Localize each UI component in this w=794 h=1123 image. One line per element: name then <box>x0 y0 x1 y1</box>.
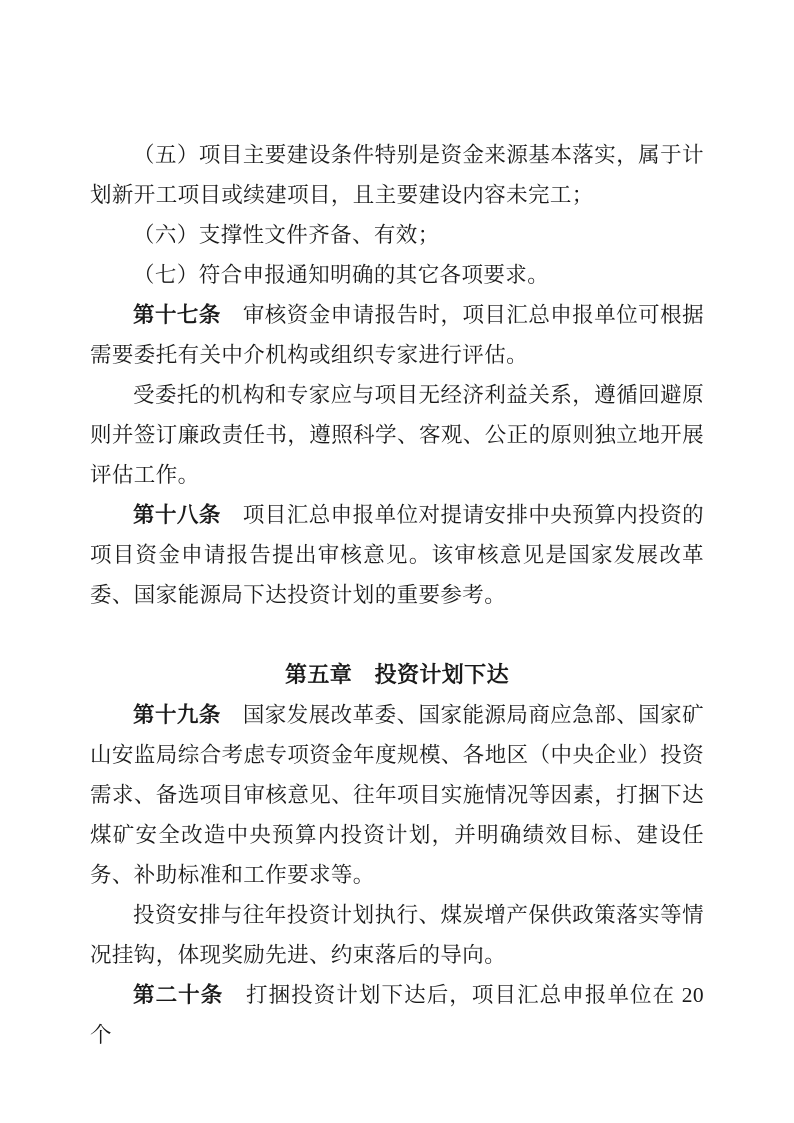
paragraph-article-19-cont <box>90 895 704 975</box>
paragraph-text: （六）支撑性文件齐备、有效； <box>133 223 440 247</box>
article-number: 第十九条 <box>133 703 221 727</box>
paragraph-text: 国家发展改革委、国家能源局商应急部、国家矿山安监局综合考虑专项资金年度规模、各地区（中央企业）投资需求、备选项目审核意见、往年项目实施情况等因素，打捆下达煤矿安全改造中央预算内投资计划，并明确绩效目标、建设任务、补助标准和工作要求等。 <box>90 703 704 887</box>
paragraph-article-20 <box>90 975 704 1055</box>
paragraph-item-6 <box>90 215 704 255</box>
paragraph-text: （五）项目主要建设条件特别是资金来源基本落实，属于计划新开工项目或续建项目，且主要建设内容未完工； <box>90 143 704 207</box>
paragraph-article-19 <box>90 695 704 895</box>
paragraph-item-7 <box>90 255 704 295</box>
paragraph-text: 打捆投资计划下达后，项目汇总申报单位在 20 个 <box>90 983 704 1047</box>
article-number: 第十七条 <box>133 303 221 327</box>
paragraph-text: 受委托的机构和专家应与项目无经济利益关系，遵循回避原则并签订廉政责任书，遵照科学、客观、公正的原则独立地开展评估工作。 <box>90 383 704 487</box>
paragraph-article-18 <box>90 495 704 615</box>
paragraph-article-17 <box>90 295 704 375</box>
article-number: 第十八条 <box>133 503 221 527</box>
paragraph-item-5 <box>90 135 704 215</box>
paragraph-text: （七）符合申报通知明确的其它各项要求。 <box>133 263 550 287</box>
article-number: 第二十条 <box>133 983 224 1007</box>
paragraph-text: 项目汇总申报单位对提请安排中央预算内投资的项目资金申请报告提出审核意见。该审核意见是国家发展改革委、国家能源局下达投资计划的重要参考。 <box>90 503 704 607</box>
paragraph-text: 投资安排与往年投资计划执行、煤炭增产保供政策落实等情况挂钩，体现奖励先进、约束落后的导向。 <box>90 903 704 967</box>
paragraph-article-17-cont <box>90 375 704 495</box>
chapter-heading: 第五章 投资计划下达 <box>284 662 509 687</box>
paragraph-text: 审核资金申请报告时，项目汇总申报单位可根据需要委托有关中介机构或组织专家进行评估。 <box>90 303 704 367</box>
